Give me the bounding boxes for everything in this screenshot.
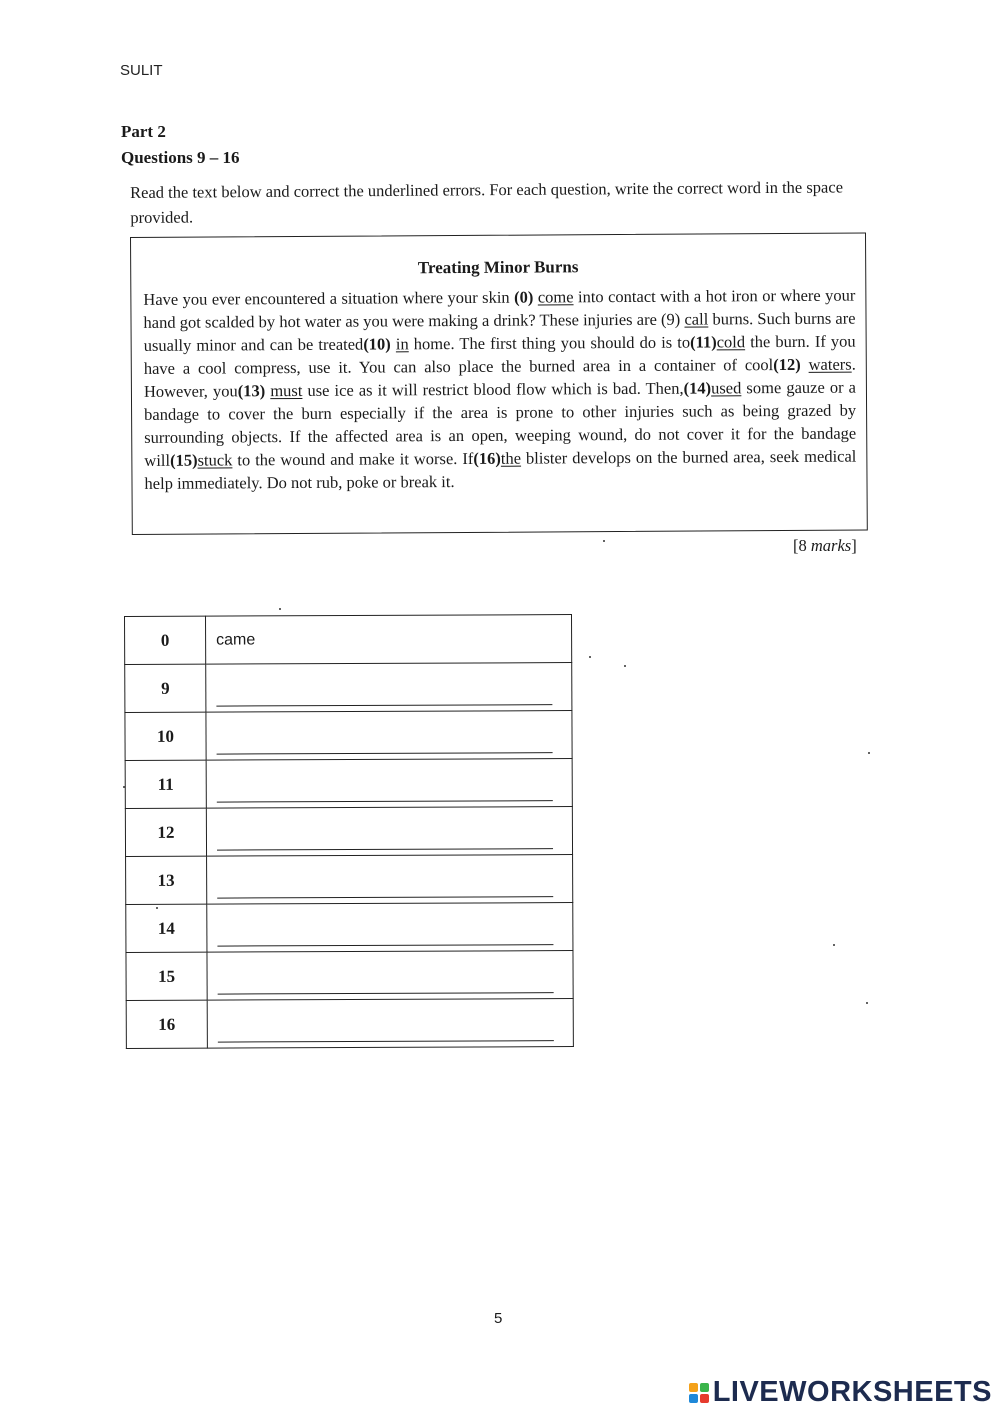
scan-speck [123,786,125,788]
brand-text: LIVEWORKSHEETS [712,1376,992,1408]
question-number: 9 [125,664,206,712]
passage-segment: into contact with a hot iron or where your hand got scalded by hot water as you were making a drink? These injuries are [143,285,856,332]
logo-square-blue [689,1394,698,1403]
error-word-16: the [500,448,522,468]
answer-cell [206,807,572,857]
scan-speck [868,752,870,754]
example-answer [206,615,572,665]
error-word-14: used [711,378,742,398]
question-number: 16 [126,1000,207,1048]
example-answer-text: came [216,630,256,649]
question-number: 14 [126,904,207,952]
question-marker-16: (16) [473,448,501,468]
question-number: 12 [125,808,206,856]
error-word-12: waters [808,354,852,374]
part-title: Part 2 [121,122,166,141]
marks-label [793,536,857,556]
passage-segment: to the wound and make it worse. If [232,448,474,470]
answer-cell [206,711,572,761]
answer-field-10[interactable] [217,730,553,754]
instructions: Read the text below and correct the underlined errors. For each question, write the correct word in the space provided. [130,177,844,227]
answer-table [124,614,574,1049]
question-marker-14: (14) [683,378,712,398]
scan-speck [624,665,626,667]
answer-row-10 [125,711,572,761]
answer-row-15 [126,951,573,1001]
answer-row-example [125,615,572,665]
question-marker-0: (0) [514,287,534,307]
logo-square-orange [689,1383,698,1392]
marks-word: marks [810,536,852,555]
passage-segment: use ice as it will restrict blood flow which is bad. Then, [302,378,684,400]
answer-field-16[interactable] [218,1018,554,1042]
answer-field-15[interactable] [218,970,554,994]
header-label: SULIT [120,62,163,79]
answer-cell [207,855,573,905]
passage-box [130,233,868,535]
passage-text [143,284,856,495]
logo-square-green [700,1383,709,1392]
answer-field-9[interactable] [216,682,552,706]
question-marker-10: (10) [363,334,391,354]
answer-row-16 [126,999,573,1049]
answer-cell [207,903,573,953]
answer-cell [207,999,573,1049]
error-word-0: come [537,287,574,307]
scan-speck [156,907,158,909]
logo-square-red [700,1394,709,1403]
question-marker-11: (11) [690,332,717,352]
question-number: 0 [125,616,206,664]
answer-field-12[interactable] [217,826,553,850]
answer-field-14[interactable] [217,922,553,946]
answer-row-12 [125,807,572,857]
passage-title: Treating Minor Burns [417,257,579,278]
error-word-9: call [684,309,709,329]
answer-row-11 [125,759,572,809]
page-number: 5 [494,1310,503,1327]
question-number: 15 [126,952,207,1000]
scan-speck [866,1002,868,1004]
passage-segment: . However, you [143,354,856,401]
question-number: 11 [125,760,206,808]
question-marker-15: (15) [169,450,198,470]
question-number: 13 [126,856,207,904]
answer-row-9 [125,663,572,713]
passage-segment: the burn. If you have a cool compress, use it. You can also place the burned area in a container of cool [143,331,856,378]
scan-speck [603,540,605,542]
scan-speck [589,656,591,658]
liveworksheets-logo-icon [689,1383,709,1403]
error-word-11: cold [716,332,746,352]
liveworksheets-brand[interactable] [689,1376,992,1409]
answer-cell [207,951,573,1001]
answer-row-13 [126,855,573,905]
answer-row-14 [126,903,573,953]
answer-cell [206,759,572,809]
passage-segment: some gauze or a bandage to cover the burn especially if the area is prone to other injuries such as being grazed by surrounding objects. If the affected area is an open, weeping wound, do not cover it for the bandage will [144,377,857,470]
question-marker-9: (9) [660,309,681,329]
error-word-10: in [395,334,409,354]
passage-segment: home. The first thing you should do is to [408,332,691,354]
questions-title: Questions 9 – 16 [121,148,240,167]
error-word-13: must [270,380,303,401]
question-number: 10 [125,712,206,760]
error-word-15: stuck [197,450,233,470]
question-marker-12: (12) [773,354,801,375]
scan-speck [833,944,835,946]
question-marker-13: (13) [237,381,266,401]
passage-segment: blister develops on the burned area, seek medical help immediately. Do not rub, poke or break it. [144,446,857,493]
passage-segment: Have you ever encountered a situation where your skin [143,287,515,309]
scan-speck [279,608,281,610]
marks-open: [8 [793,536,811,555]
answer-cell [206,663,572,713]
passage-segment: burns. Such burns are usually minor and can be treated [143,308,856,355]
answer-field-11[interactable] [217,778,553,802]
answer-field-13[interactable] [217,874,553,898]
marks-close: ] [851,536,857,555]
